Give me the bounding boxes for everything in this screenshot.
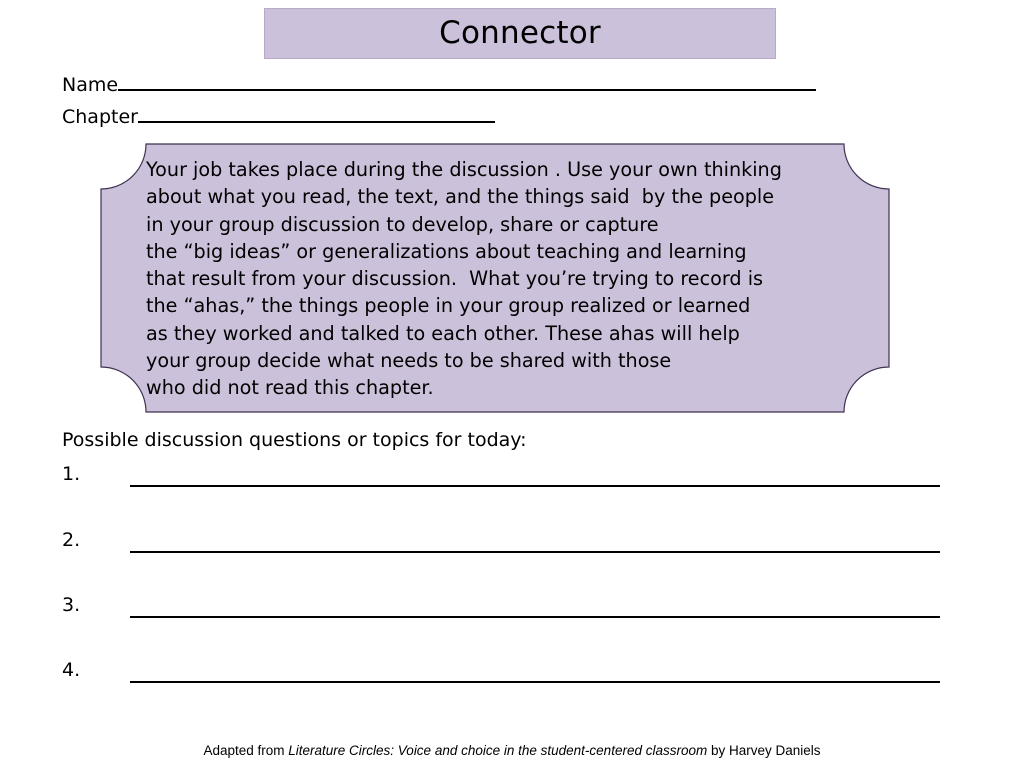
footer-prefix: Adapted from <box>203 743 289 758</box>
instructions-line: as they worked and talked to each other. These ahas will help <box>146 321 740 345</box>
footer-suffix: by Harvey Daniels <box>707 743 821 758</box>
name-field <box>62 74 816 95</box>
name-blank-line[interactable] <box>118 74 816 91</box>
question-number: 3. <box>62 594 81 616</box>
question-blank-line[interactable] <box>130 551 940 553</box>
question-number: 1. <box>62 463 81 485</box>
chapter-field <box>62 106 495 127</box>
instructions-line: that result from your discussion. What you’re trying to record is <box>146 267 764 291</box>
question-row-4 <box>62 661 942 687</box>
question-number: 4. <box>62 659 81 681</box>
question-row-1 <box>62 465 942 491</box>
attribution-footer <box>0 744 1024 758</box>
name-label: Name <box>62 74 119 96</box>
question-row-3 <box>62 596 942 622</box>
instructions-line: the “big ideas” or generalizations about teaching and learning <box>146 239 747 263</box>
instructions-line: about what you read, the text, and the things said by the people <box>146 185 775 209</box>
chapter-blank-line[interactable] <box>138 106 495 123</box>
title-banner <box>264 8 776 59</box>
instructions-line: the “ahas,” the things people in your group realized or learned <box>146 294 751 318</box>
instructions-line: your group decide what needs to be shared with those <box>146 349 672 373</box>
instructions-text <box>146 156 866 402</box>
instructions-line: in your group discussion to develop, share or capture <box>146 212 659 236</box>
instructions-line: Your job takes place during the discussion . Use your own thinking <box>146 158 782 181</box>
instructions-plaque <box>100 143 890 413</box>
questions-heading: Possible discussion questions or topics for today: <box>62 429 527 451</box>
page-title: Connector <box>439 15 601 51</box>
question-blank-line[interactable] <box>130 681 940 683</box>
question-row-2 <box>62 531 942 557</box>
chapter-label: Chapter <box>62 106 138 128</box>
instructions-line: who did not read this chapter. <box>146 376 434 400</box>
question-number: 2. <box>62 529 81 551</box>
question-blank-line[interactable] <box>130 616 940 618</box>
question-blank-line[interactable] <box>130 485 940 487</box>
footer-book-title: Literature Circles: Voice and choice in the student-centered classroom <box>288 743 708 758</box>
